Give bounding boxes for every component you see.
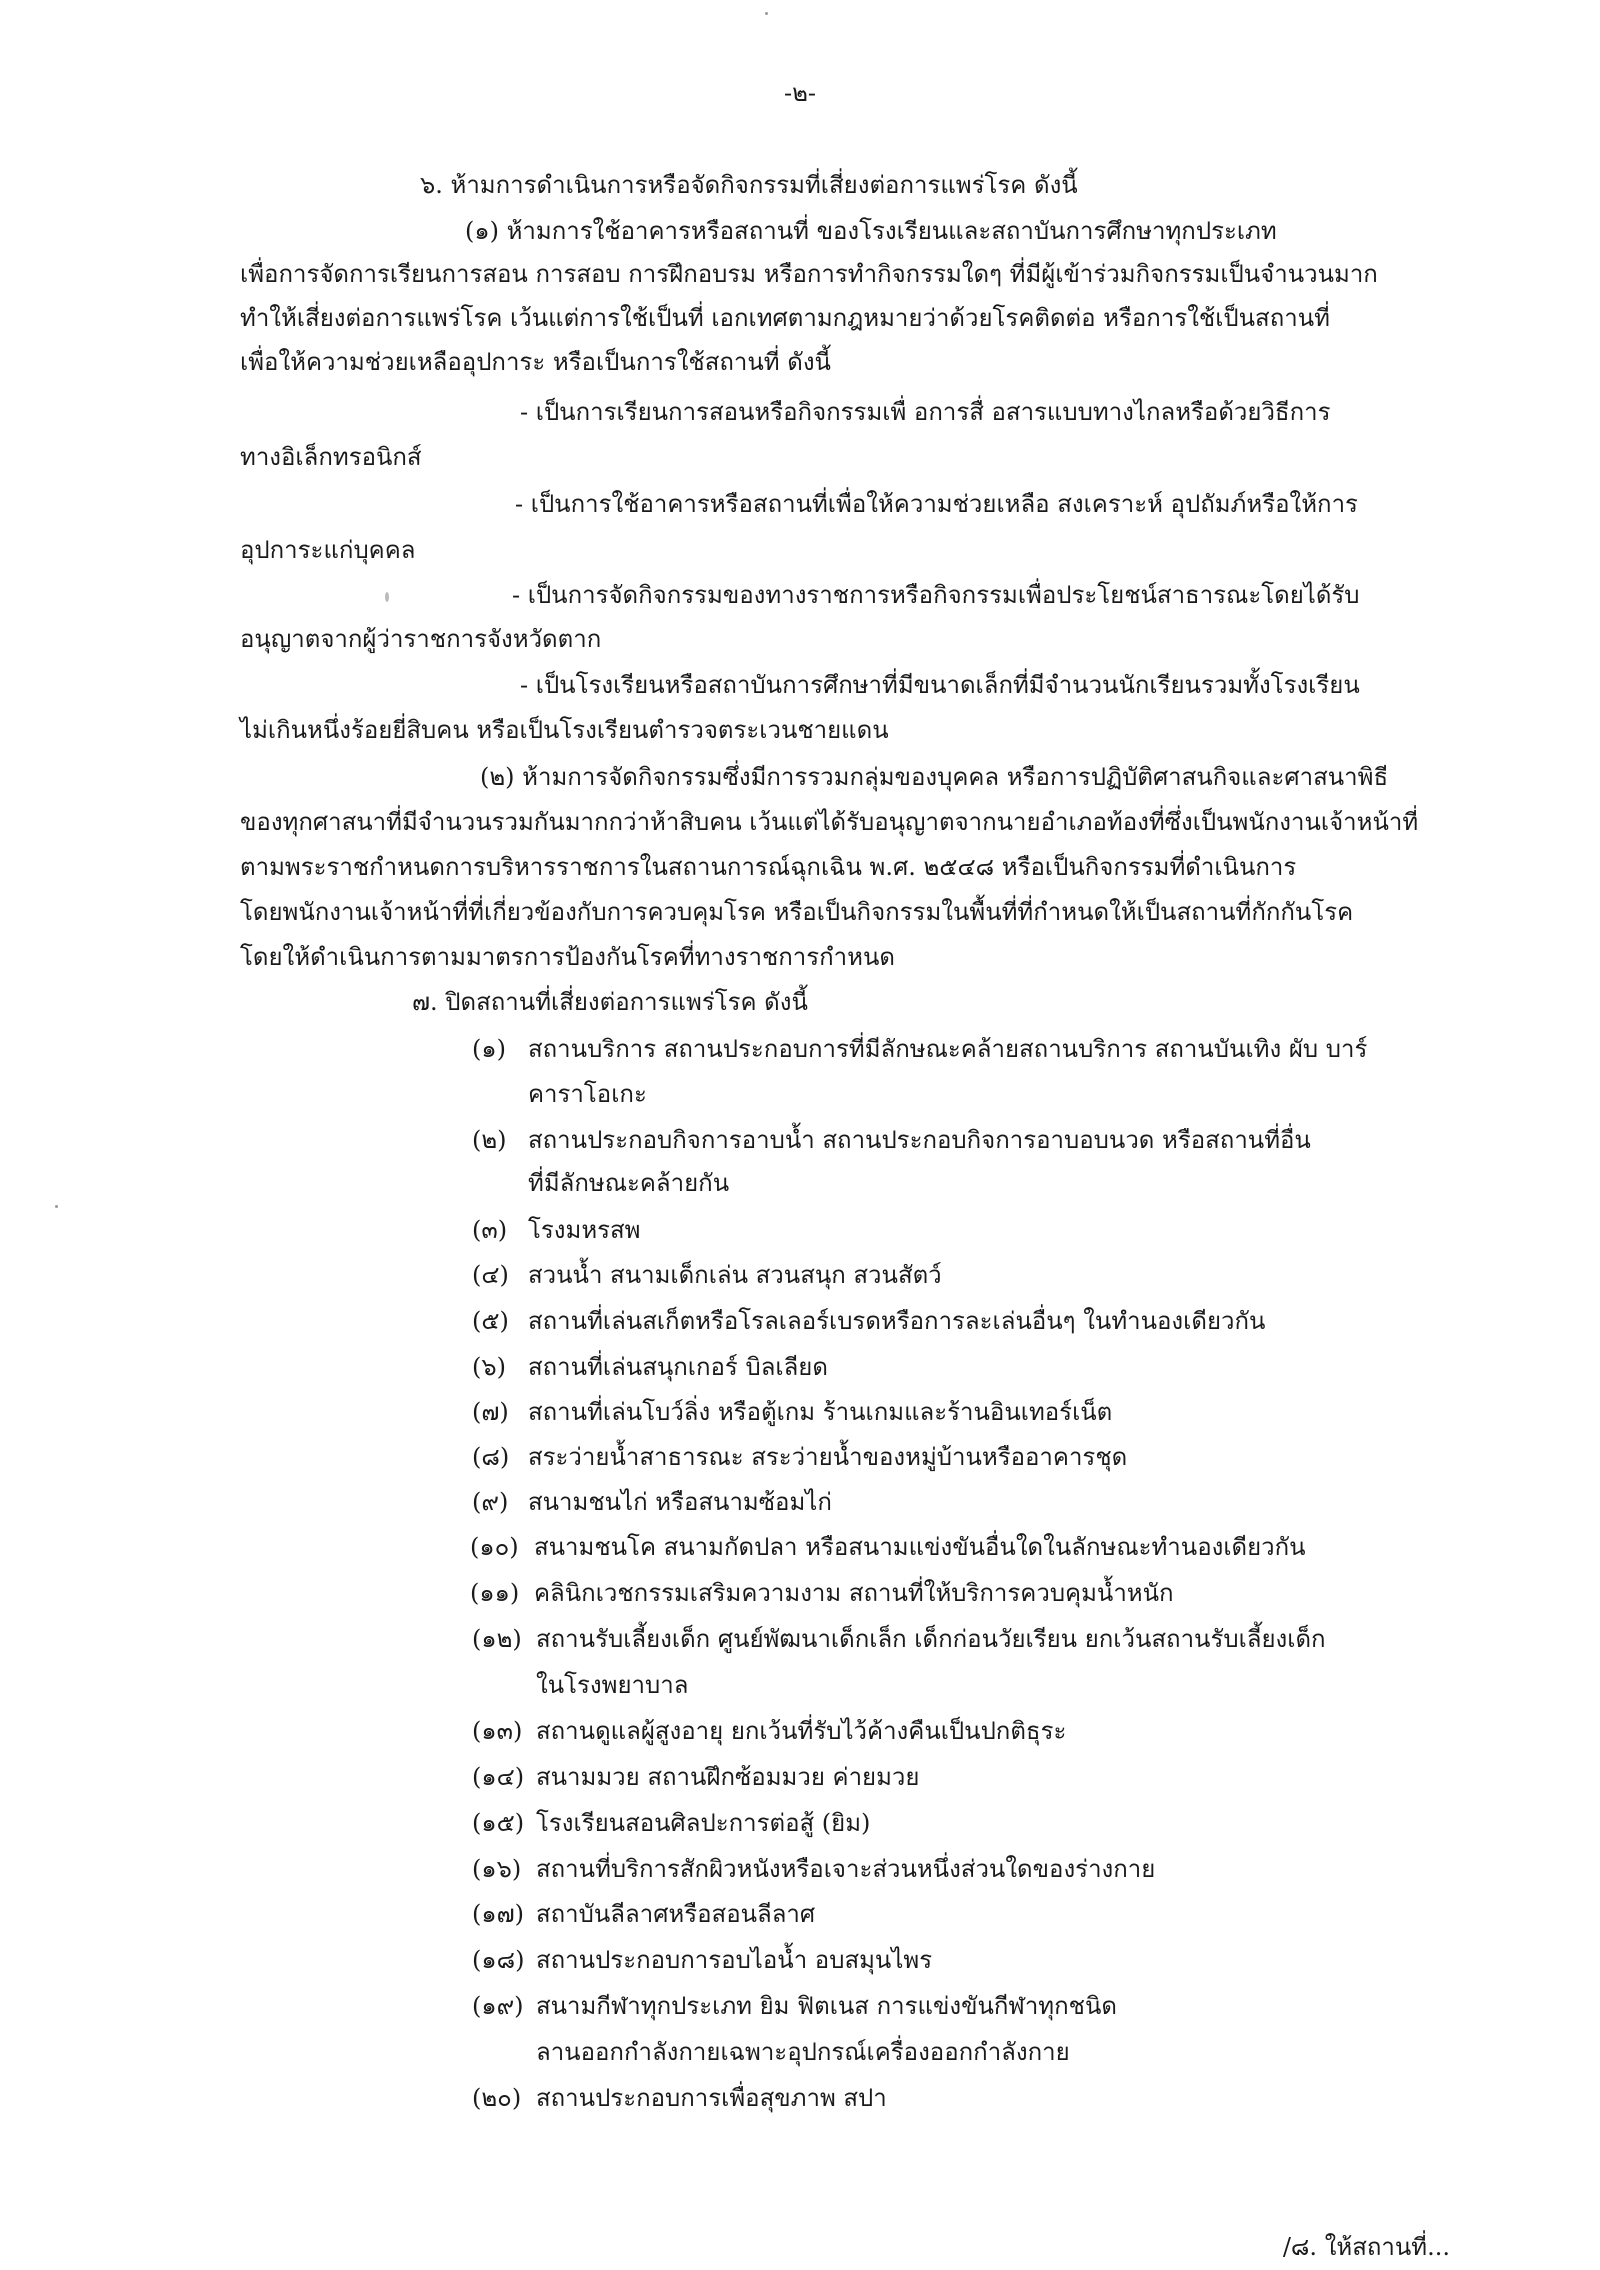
bullet-line: - เป็นโรงเรียนหรือสถาบันการศึกษาที่มีขนาดเล็กที่มีจำนวนนักเรียนรวมทั้งโรงเรียน: [520, 671, 1360, 699]
paragraph-line: ทำให้เสี่ยงต่อการแพร่โรค เว้นแต่การใช้เป็นที่ เอกเทศตามกฎหมายว่าด้วยโรคติดต่อ หรือการใช้เป็นสถานที่: [240, 304, 1330, 332]
item-text: สถานประกอบกิจการอาบน้ำ สถานประกอบกิจการอาบอบนวด หรือสถานที่อื่น: [528, 1126, 1311, 1154]
item-text: สนามชนไก่ หรือสนามซ้อมไก่: [528, 1488, 832, 1516]
item-number: (๒): [472, 1126, 507, 1154]
item-number: (๑๕): [472, 1809, 525, 1837]
item-number: (๑๙): [472, 1992, 524, 2020]
item-text: สนามมวย สถานฝึกซ้อมมวย ค่ายมวย: [536, 1763, 920, 1791]
item-text: สนามชนโค สนามกัดปลา หรือสนามแข่งขันอื่นใดในลักษณะทำนองเดียวกัน: [534, 1533, 1306, 1561]
scan-speck: [55, 1205, 58, 1208]
item-number: (๑๘): [472, 1946, 525, 1974]
continuation-note: /๘. ให้สถานที่...: [1282, 2233, 1450, 2261]
bullet-line: - เป็นการจัดกิจกรรมของทางราชการหรือกิจกรรมเพื่อประโยชน์สาธารณะโดยได้รับ: [512, 581, 1360, 609]
page-number: -๒-: [783, 79, 817, 107]
item-number: (๕): [472, 1307, 509, 1335]
paragraph-line: โดยให้ดำเนินการตามมาตรการป้องกันโรคที่ทางราชการกำหนด: [240, 943, 895, 971]
item-number: (๑๒): [472, 1625, 522, 1653]
item-text: โรงเรียนสอนศิลปะการต่อสู้ (ยิม): [536, 1809, 871, 1837]
item-number: (๗): [472, 1398, 509, 1426]
scan-speck: [385, 592, 389, 602]
item-text: คลินิกเวชกรรมเสริมความงาม สถานที่ให้บริการควบคุมน้ำหนัก: [534, 1579, 1174, 1607]
item-text: สถานรับเลี้ยงเด็ก ศูนย์พัฒนาเด็กเล็ก เด็กก่อนวัยเรียน ยกเว้นสถานรับเลี้ยงเด็ก: [536, 1625, 1326, 1653]
paragraph-line: (๑) ห้ามการใช้อาคารหรือสถานที่ ของโรงเรียนและสถาบันการศึกษาทุกประเภท: [465, 217, 1277, 245]
bullet-line: อนุญาตจากผู้ว่าราชการจังหวัดตาก: [240, 625, 602, 653]
paragraph-line: (๒) ห้ามการจัดกิจกรรมซึ่งมีการรวมกลุ่มของบุคคล หรือการปฏิบัติศาสนกิจและศาสนาพิธี: [480, 763, 1389, 791]
item-number: (๑๗): [472, 1900, 525, 1928]
section-6-heading: ๖. ห้ามการดำเนินการหรือจัดกิจกรรมที่เสี่ยงต่อการแพร่โรค ดังนี้: [420, 171, 1078, 199]
item-text: ลานออกกำลังกายเฉพาะอุปกรณ์เครื่องออกกำลังกาย: [536, 2038, 1070, 2066]
item-number: (๓): [472, 1216, 508, 1244]
section-7-heading: ๗. ปิดสถานที่เสี่ยงต่อการแพร่โรค ดังนี้: [412, 988, 808, 1016]
item-text: สถานที่เล่นโบว์ลิ่ง หรือตู้เกม ร้านเกมและร้านอินเทอร์เน็ต: [528, 1398, 1113, 1426]
bullet-line: - เป็นการเรียนการสอนหรือกิจกรรมเพื่ อการสื่ อสารแบบทางไกลหรือด้วยวิธีการ: [520, 398, 1331, 426]
item-number: (๒๐): [472, 2084, 522, 2112]
item-number: (๑๑): [470, 1579, 520, 1607]
item-number: (๙): [472, 1488, 509, 1516]
item-text: สถานประกอบการอบไอน้ำ อบสมุนไพร: [536, 1946, 933, 1974]
item-number: (๑๔): [472, 1763, 525, 1791]
item-text: สถานบริการ สถานประกอบการที่มีลักษณะคล้ายสถานบริการ สถานบันเทิง ผับ บาร์: [528, 1035, 1368, 1063]
item-text: สถานดูแลผู้สูงอายุ ยกเว้นที่รับไว้ค้างคืนเป็นปกติธุระ: [536, 1717, 1067, 1745]
scan-speck: [765, 12, 768, 15]
bullet-line: - เป็นการใช้อาคารหรือสถานที่เพื่อให้ความช่วยเหลือ สงเคราะห์ อุปถัมภ์หรือให้การ: [515, 490, 1358, 518]
item-number: (๘): [472, 1443, 510, 1471]
item-number: (๑๐): [470, 1533, 519, 1561]
paragraph-line: โดยพนักงานเจ้าหน้าที่ที่เกี่ยวข้องกับการควบคุมโรค หรือเป็นกิจกรรมในพื้นที่ที่กำหนดให้เป็นสถานที่กักกันโรค: [240, 898, 1354, 926]
bullet-line: อุปการะแก่บุคคล: [240, 536, 416, 564]
item-text: สระว่ายน้ำสาธารณะ สระว่ายน้ำของหมู่บ้านหรืออาคารชุด: [528, 1443, 1128, 1471]
bullet-line: ทางอิเล็กทรอนิกส์: [240, 443, 422, 471]
paragraph-line: เพื่อการจัดการเรียนการสอน การสอบ การฝึกอบรม หรือการทำกิจกรรมใดๆ ที่มีผู้เข้าร่วมกิจกรรมเป็นจำนวนมาก: [240, 260, 1378, 288]
item-text: โรงมหรสพ: [528, 1216, 641, 1244]
item-text: สถานที่บริการสักผิวหนังหรือเจาะส่วนหนึ่งส่วนใดของร่างกาย: [536, 1855, 1156, 1883]
item-number: (๖): [472, 1353, 506, 1381]
item-text: คาราโอเกะ: [528, 1080, 647, 1108]
item-text: สถานประกอบการเพื่อสุขภาพ สปา: [536, 2084, 887, 2112]
item-text: สนามกีฬาทุกประเภท ยิม ฟิตเนส การแข่งขันกีฬาทุกชนิด: [536, 1992, 1117, 2020]
item-number: (๑๓): [472, 1717, 523, 1745]
item-text: สถานที่เล่นสนุกเกอร์ บิลเลียด: [528, 1353, 828, 1381]
item-text: ที่มีลักษณะคล้ายกัน: [528, 1169, 730, 1197]
item-text: สวนน้ำ สนามเด็กเล่น สวนสนุก สวนสัตว์: [528, 1261, 942, 1289]
item-number: (๑): [472, 1035, 506, 1063]
item-text: ในโรงพยาบาล: [536, 1671, 689, 1699]
paragraph-line: ของทุกศาสนาที่มีจำนวนรวมกันมากกว่าห้าสิบคน เว้นแต่ได้รับอนุญาตจากนายอำเภอท้องที่ซึ่งเป็นพนักงานเจ้าหน้าที่: [240, 808, 1419, 836]
item-text: สถาบันลีลาศหรือสอนลีลาศ: [536, 1900, 816, 1928]
paragraph-line: เพื่อให้ความช่วยเหลืออุปการะ หรือเป็นการใช้สถานที่ ดังนี้: [240, 348, 831, 376]
paragraph-line: ตามพระราชกำหนดการบริหารราชการในสถานการณ์ฉุกเฉิน พ.ศ. ๒๕๔๘ หรือเป็นกิจกรรมที่ดำเนินการ: [240, 853, 1297, 881]
item-text: สถานที่เล่นสเก็ตหรือโรลเลอร์เบรดหรือการละเล่นอื่นๆ ในทำนองเดียวกัน: [528, 1307, 1266, 1335]
item-number: (๑๖): [472, 1855, 522, 1883]
item-number: (๔): [472, 1261, 509, 1289]
bullet-line: ไม่เกินหนึ่งร้อยยี่สิบคน หรือเป็นโรงเรียนตำรวจตระเวนชายแดน: [240, 716, 889, 744]
